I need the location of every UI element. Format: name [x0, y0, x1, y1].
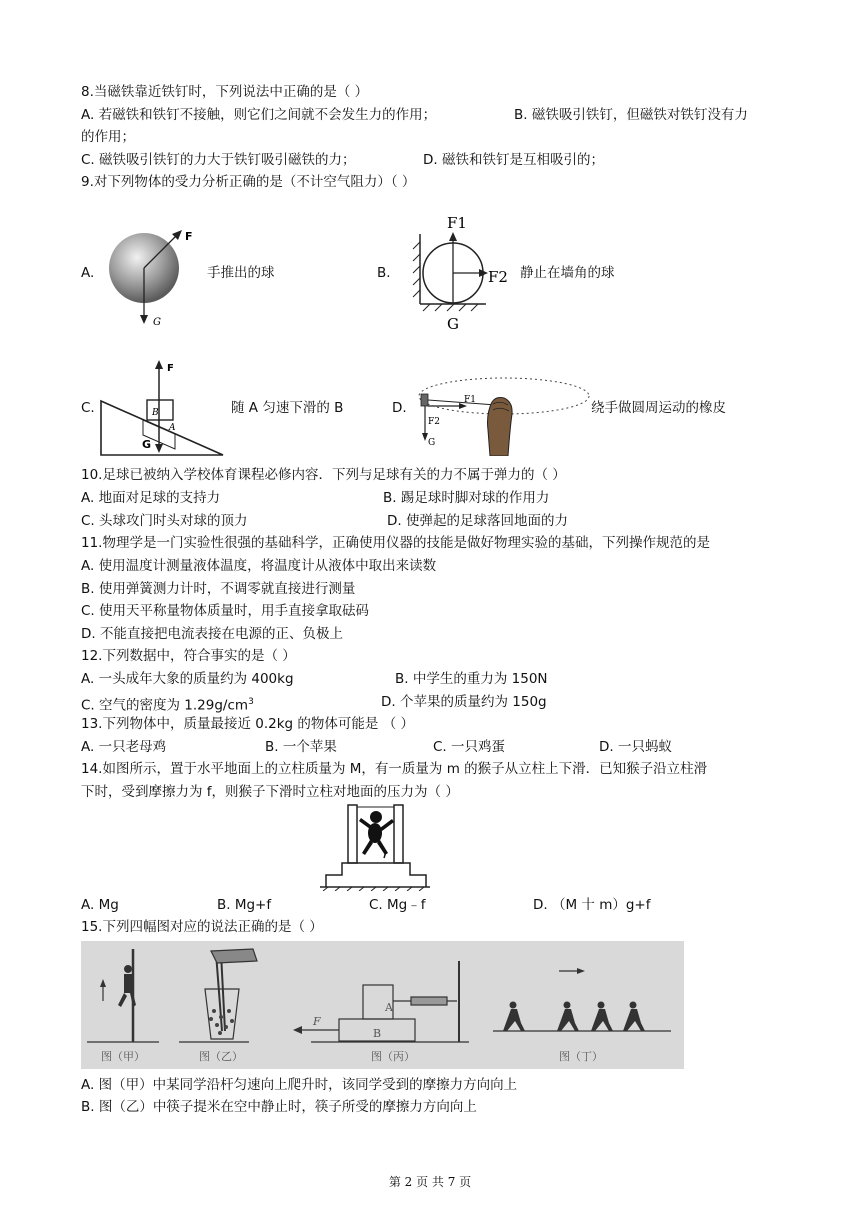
q13-option-c: C. 一只鸡蛋 [433, 739, 506, 755]
monkey-pillar-figure [318, 803, 434, 891]
page-footer: 第 2 页 共 7 页 [388, 1175, 472, 1189]
four-friction-figures-photo [81, 941, 684, 1069]
q9-option-b-caption: 静止在墙角的球 [520, 265, 615, 281]
force-label-f: F [185, 230, 193, 243]
q9-option-c-letter: C. [81, 400, 95, 416]
q14-option-c: C. Mg﹣f [369, 897, 426, 913]
force-label-f1: F1 [464, 395, 476, 405]
block-label-b: B [152, 408, 159, 418]
q8-option-b-cont: 的作用； [81, 129, 135, 145]
fig-label-jia: 图（甲） [101, 1050, 145, 1063]
q14-stem-line1: 14.如图所示，置于水平地面上的立柱质量为 M，有一质量为 m 的猴子从立柱上下滑．已知猴子沿立柱滑 [81, 761, 708, 777]
q12-option-b: B. 中学生的重力为 150N [395, 671, 548, 687]
q13-stem: 13.下列物体中，质量最接近 0.2kg 的物体可能是 （ ） [81, 716, 414, 732]
figure-jia [87, 949, 159, 1042]
q13-option-a: A. 一只老母鸡 [81, 739, 167, 755]
q9-stem: 9.对下列物体的受力分析正确的是（不计空气阻力）（ ） [81, 174, 416, 190]
q13-option-b: B. 一个苹果 [265, 739, 337, 755]
q12-stem: 12.下列数据中，符合事实的是（ ） [81, 648, 296, 664]
q9-option-d-caption: 绕手做圆周运动的橡皮 [591, 400, 726, 416]
q10-stem: 10.足球已被纳入学校体育课程必修内容．下列与足球有关的力不属于弹力的（ ） [81, 467, 566, 483]
q14-stem-line2: 下时，受到摩擦力为 f，则猴子下滑时立柱对地面的压力为（ ） [81, 784, 459, 800]
force-label-f1: F1 [447, 214, 467, 232]
force-label-g: G [447, 315, 459, 333]
force-label-f2: F2 [428, 417, 440, 427]
q8-stem: 8.当磁铁靠近铁钉时，下列说法中正确的是（ ） [81, 84, 369, 100]
q15-stem: 15.下列四幅图对应的说法正确的是（ ） [81, 919, 323, 935]
block-label-a: A [169, 423, 176, 433]
force-label-f2: F2 [488, 268, 508, 286]
q11-option-d: D. 不能直接把电流表接在电源的正、负极上 [81, 626, 343, 642]
q8-option-a: A. 若磁铁和铁钉不接触，则它们之间就不会发生力的作用； [81, 107, 437, 123]
ball-pushed-figure [108, 222, 200, 332]
q11-option-a: A. 使用温度计测量液体温度，将温度计从液体中取出来读数 [81, 558, 437, 574]
q9-option-b-letter: B. [377, 265, 391, 281]
q14-option-d: D. （M 十 m）g+f [533, 897, 651, 913]
force-label-g: G [428, 438, 436, 448]
force-label-f: F [167, 363, 174, 374]
q9-option-d-letter: D. [392, 400, 407, 416]
figure-ding [493, 968, 671, 1031]
fig-label-bing: 图（丙） [371, 1050, 415, 1063]
q9-option-a-letter: A. [81, 265, 95, 281]
q10-option-d: D. 使弹起的足球落回地面的力 [387, 513, 568, 529]
force-label-g: G [142, 438, 152, 451]
q11-option-c: C. 使用天平称量物体质量时，用手直接拿取砝码 [81, 603, 370, 619]
monkey-icon [359, 811, 394, 855]
ball-in-corner-figure [400, 212, 518, 334]
fig-label-yi: 图（乙） [199, 1050, 243, 1063]
force-label-g: G [153, 317, 161, 328]
q11-option-b: B. 使用弹簧测力计时，不调零就直接进行测量 [81, 581, 356, 597]
q8-option-c: C. 磁铁吸引铁钉的力大于铁钉吸引磁铁的力； [81, 152, 356, 168]
block-label-b: B [373, 1027, 382, 1040]
q14-option-a: A. Mg [81, 897, 119, 913]
q9-option-c-caption: 随 A 匀速下滑的 B [231, 400, 344, 416]
figure-yi [179, 949, 257, 1042]
eraser-circular-motion-figure [414, 372, 592, 456]
runner-icons [503, 1002, 645, 1032]
q9-option-a-caption: 手推出的球 [207, 265, 275, 281]
block-label-a: A [385, 1001, 393, 1014]
q12-option-d: D. 个苹果的质量约为 150g [381, 694, 547, 710]
q13-option-d: D. 一只蚂蚁 [599, 739, 672, 755]
q12-option-c: C. 空气的密度为 $1.29g/cm^3$ [81, 697, 254, 714]
fig-label-ding: 图（丁） [559, 1050, 603, 1063]
q14-option-b: B. Mg+f [217, 897, 272, 913]
hand-icon [488, 398, 513, 457]
q8-option-b: B. 磁铁吸引铁钉，但磁铁对铁钉没有力 [514, 107, 748, 123]
superscript: 3 [248, 697, 254, 707]
block-on-incline-figure [95, 355, 230, 461]
q8-option-d: D. 磁铁和铁钉是互相吸引的； [423, 152, 604, 168]
q10-option-c: C. 头球攻门时头对球的顶力 [81, 513, 248, 529]
q15-option-a: A. 图（甲）中某同学沿杆匀速向上爬升时，该同学受到的摩擦力方向向上 [81, 1077, 518, 1093]
q10-option-a: A. 地面对足球的支持力 [81, 490, 221, 506]
q11-stem: 11.物理学是一门实验性很强的基础科学，正确使用仪器的技能是做好物理实验的基础，下列操作规范的是 [81, 535, 710, 551]
q10-option-b: B. 踢足球时脚对球的作用力 [383, 490, 550, 506]
q15-option-b: B. 图（乙）中筷子提米在空中静止时，筷子所受的摩擦力方向向上 [81, 1099, 477, 1115]
force-label-f: F [313, 1015, 321, 1028]
q12-option-a: A. 一头成年大象的质量约为 400kg [81, 671, 294, 687]
